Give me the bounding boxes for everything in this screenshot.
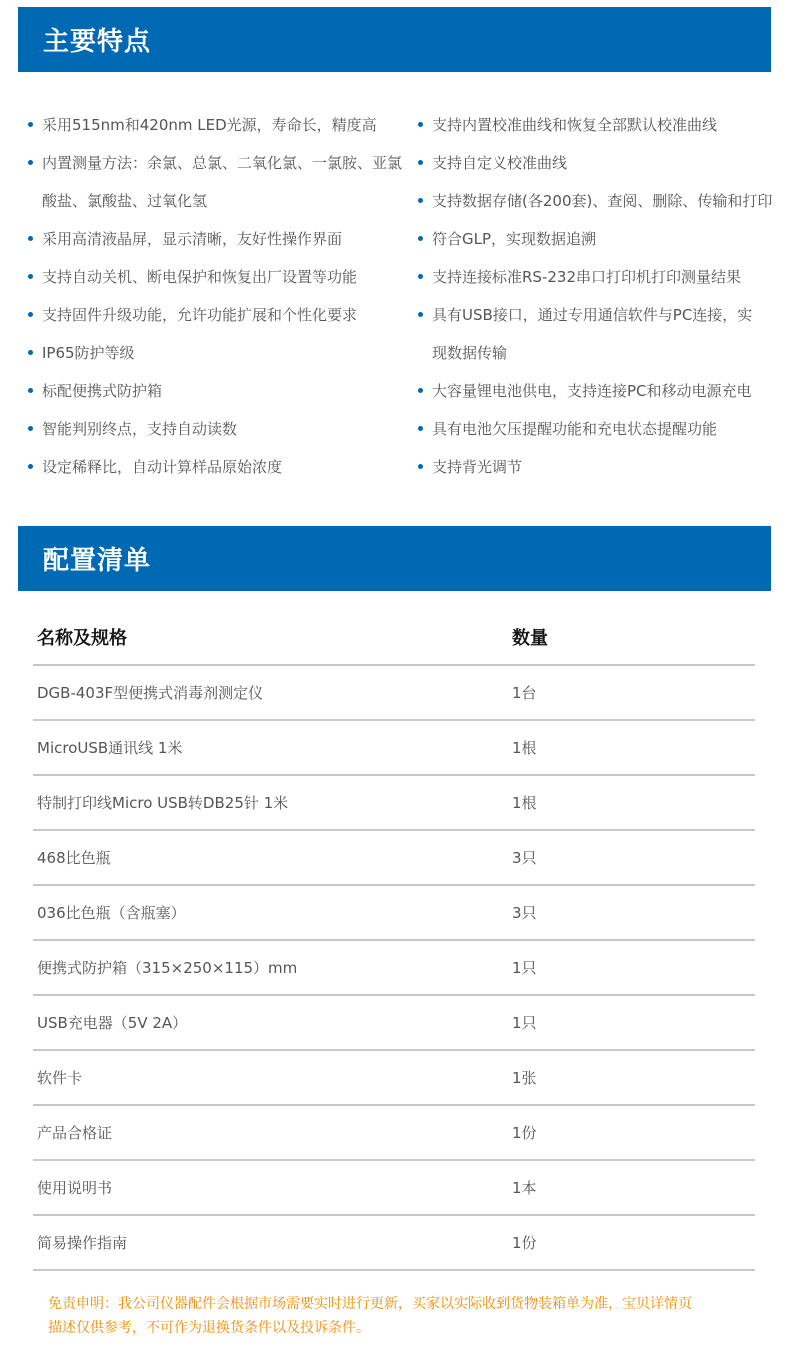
feature-item: 具有电池欠压提醒功能和充电状态提醒功能 [418, 410, 790, 448]
feature-item: 支持数据存储(各200套)、查阅、删除、传输和打印 [418, 182, 790, 220]
table-row [33, 666, 755, 721]
item-name: 036比色瓶（含瓶塞） [37, 904, 186, 922]
item-qty: 1张 [512, 1069, 537, 1087]
disclaimer-line: 免责申明：我公司仪器配件会根据市场需要实时进行更新，买家以实际收到货物装箱单为准，宝贝详情页 [48, 1296, 692, 1312]
item-qty: 3只 [512, 904, 537, 922]
features-right-column [418, 106, 790, 486]
table-row [33, 941, 755, 996]
item-name: 便携式防护箱（315×250×115）mm [37, 959, 298, 977]
features-left-column [28, 106, 403, 486]
table-row [33, 1106, 755, 1161]
bullet-icon [28, 426, 33, 431]
feature-item: 采用高清液晶屏，显示清晰，友好性操作界面 [28, 220, 398, 258]
bullet-icon [418, 160, 423, 165]
bullet-icon [28, 122, 33, 127]
feature-item: 设定稀释比，自动计算样品原始浓度 [28, 448, 398, 486]
item-qty: 3只 [512, 849, 537, 867]
item-name: 使用说明书 [37, 1179, 113, 1197]
item-name: 软件卡 [37, 1069, 83, 1087]
column-header-qty: 数量 [512, 628, 548, 649]
table-row [33, 996, 755, 1051]
bullet-icon [28, 350, 33, 355]
feature-item: 支持背光调节 [418, 448, 790, 486]
item-name: USB充电器（5V 2A） [37, 1014, 188, 1032]
bullet-icon [418, 198, 423, 203]
feature-item: 具有USB接口，通过专用通信软件与PC连接，实 现数据传输 [418, 296, 790, 372]
item-name: 468比色瓶 [37, 849, 111, 867]
feature-item: 支持连接标准RS-232串口打印机打印测量结果 [418, 258, 790, 296]
item-name: DGB-403F型便携式消毒剂测定仪 [37, 684, 264, 702]
item-qty: 1台 [512, 684, 537, 702]
item-qty: 1只 [512, 1014, 537, 1032]
feature-item: 大容量锂电池供电，支持连接PC和移动电源充电 [418, 372, 790, 410]
item-name: 简易操作指南 [37, 1234, 128, 1252]
item-qty: 1只 [512, 959, 537, 977]
feature-item: 智能判别终点，支持自动读数 [28, 410, 398, 448]
config-title: 配置清单 [43, 546, 152, 576]
feature-item: 支持内置校准曲线和恢复全部默认校准曲线 [418, 106, 790, 144]
feature-item: IP65防护等级 [28, 334, 398, 372]
table-row [33, 776, 755, 831]
bullet-icon [418, 426, 423, 431]
item-qty: 1根 [512, 739, 537, 757]
bullet-icon [28, 160, 33, 165]
bullet-icon [28, 236, 33, 241]
table-row [33, 1051, 755, 1106]
bullet-icon [28, 312, 33, 317]
bullet-icon [28, 388, 33, 393]
feature-item: 标配便携式防护箱 [28, 372, 398, 410]
bullet-icon [418, 464, 423, 469]
feature-item: 内置测量方法：余氯、总氯、二氧化氯、一氯胺、亚氯 酸盐、氯酸盐、过氧化氢 [28, 144, 398, 220]
disclaimer-line: 描述仅供参考，不可作为退换货条件以及投诉条件。 [48, 1320, 370, 1336]
item-name: 特制打印线Micro USB转DB25针 1米 [37, 794, 289, 812]
item-name: 产品合格证 [37, 1124, 113, 1142]
item-qty: 1份 [512, 1234, 537, 1252]
bullet-icon [418, 312, 423, 317]
table-row [33, 1161, 755, 1216]
item-qty: 1根 [512, 794, 537, 812]
item-name: MicroUSB通讯线 1米 [37, 739, 183, 757]
item-qty: 1本 [512, 1179, 537, 1197]
bullet-icon [418, 388, 423, 393]
table-header [33, 610, 755, 666]
feature-item: 支持固件升级功能，允许功能扩展和个性化要求 [28, 296, 398, 334]
disclaimer [48, 1292, 758, 1340]
bullet-icon [28, 464, 33, 469]
features-title: 主要特点 [43, 27, 152, 57]
bullet-icon [418, 274, 423, 279]
bullet-icon [418, 122, 423, 127]
feature-item: 支持自定义校准曲线 [418, 144, 790, 182]
config-section-header [18, 526, 771, 591]
table-row [33, 886, 755, 941]
config-table [33, 610, 755, 1271]
feature-item: 符合GLP，实现数据追溯 [418, 220, 790, 258]
table-row [33, 1216, 755, 1271]
column-header-name: 名称及规格 [37, 628, 127, 649]
feature-item: 支持自动关机、断电保护和恢复出厂设置等功能 [28, 258, 398, 296]
features-section-header [18, 7, 771, 72]
feature-item: 采用515nm和420nm LED光源，寿命长，精度高 [28, 106, 398, 144]
bullet-icon [418, 236, 423, 241]
table-row [33, 831, 755, 886]
bullet-icon [28, 274, 33, 279]
item-qty: 1份 [512, 1124, 537, 1142]
table-row [33, 721, 755, 776]
